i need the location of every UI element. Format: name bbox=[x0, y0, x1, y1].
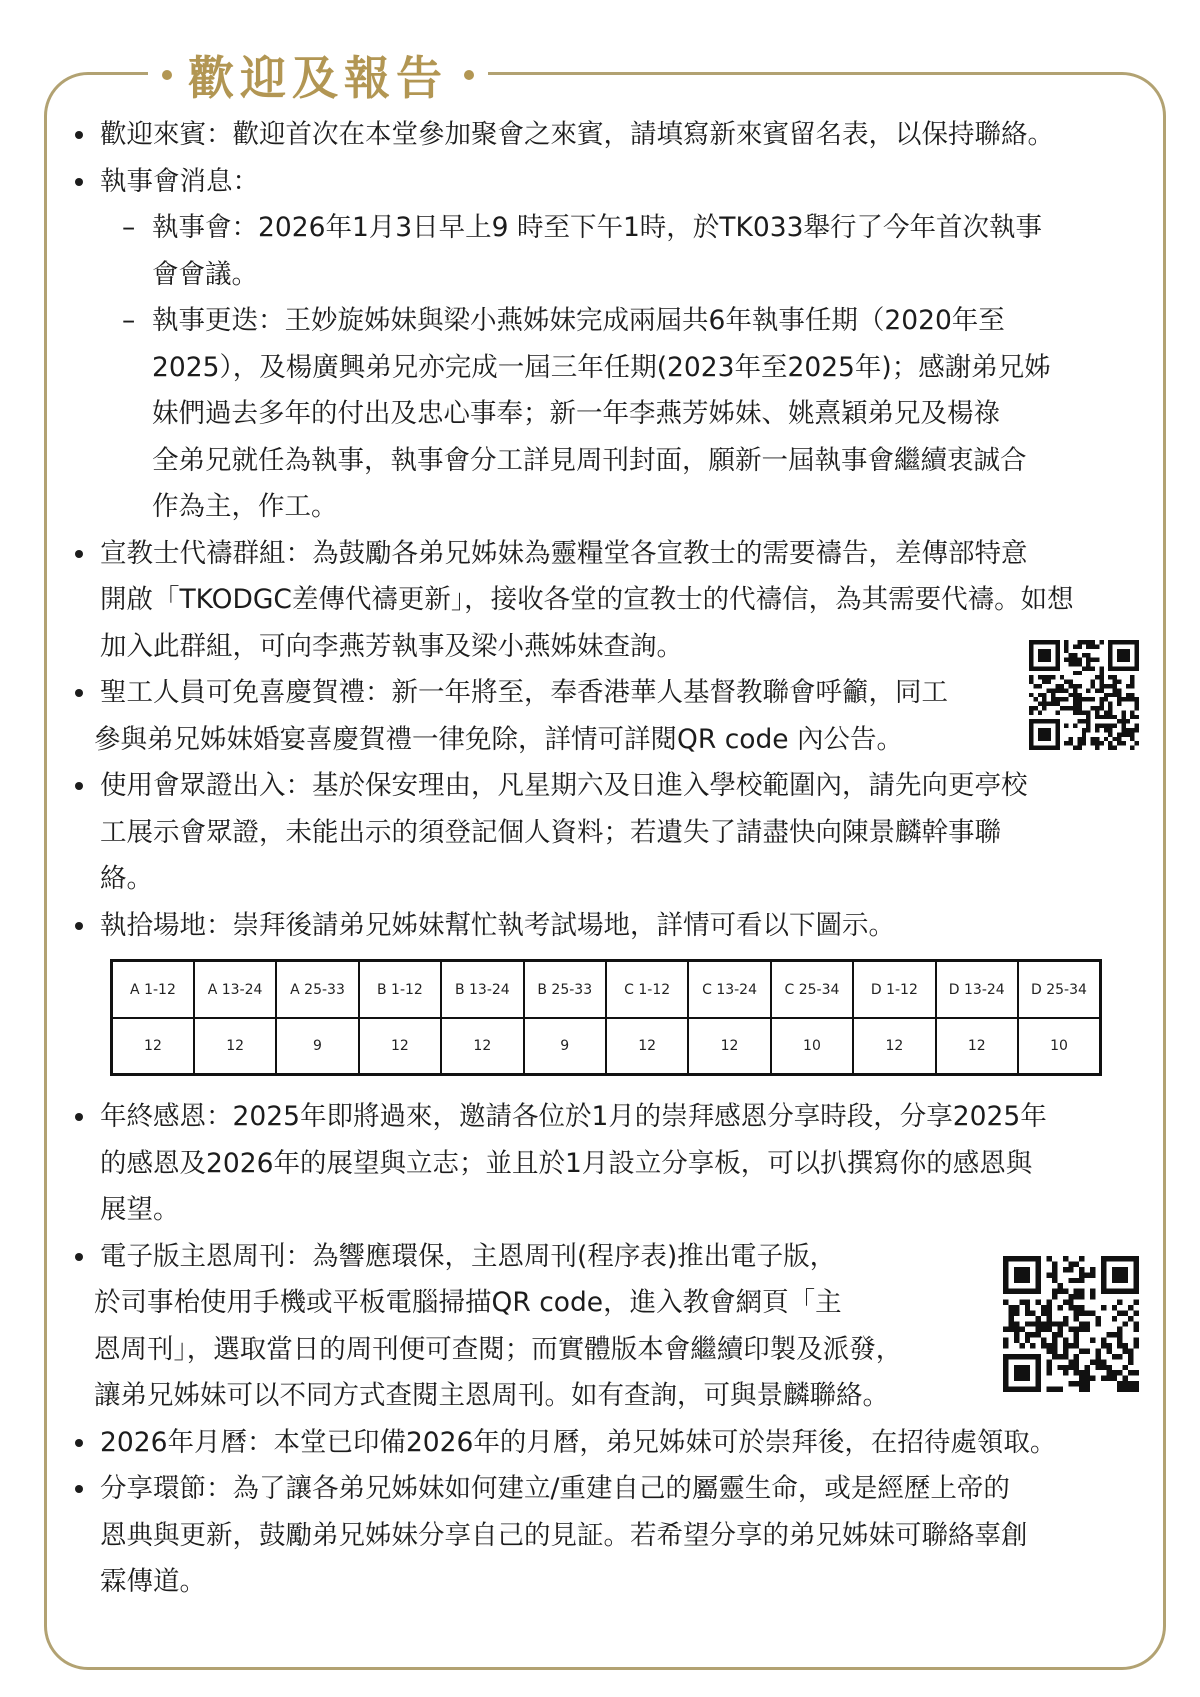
table-value-cell: 12 bbox=[853, 1018, 935, 1075]
table-value-cell: 9 bbox=[524, 1018, 606, 1075]
announcement-deacon-board bbox=[66, 159, 1152, 206]
line: 電子版主恩周刊：為響應環保，主恩周刊(程序表)推出電子版， bbox=[100, 1240, 837, 1272]
line: 會會議。 bbox=[152, 258, 258, 290]
announcement-welcome bbox=[66, 112, 1152, 159]
line: 開啟「TKODGC差傳代禱更新」，接收各堂的宣教士的代禱信，為其需要代禱。如想 bbox=[100, 584, 1074, 615]
sub-item-deacon-change bbox=[66, 298, 1152, 531]
table-value-cell: 12 bbox=[606, 1018, 688, 1075]
announcement-calendar bbox=[66, 1420, 1152, 1467]
bullet bbox=[75, 689, 83, 697]
table-header-cell: B 13-24 bbox=[441, 961, 523, 1019]
line: 恩典與更新，鼓勵弟兄姊妹分享自己的見証。若希望分享的弟兄姊妹可聯絡辜創 bbox=[100, 1519, 1028, 1551]
table-value-cell: 10 bbox=[771, 1018, 853, 1075]
qr-code-notice-icon[interactable] bbox=[1029, 640, 1139, 750]
line: 執拾場地：崇拜後請弟兄姊妹幫忙執考試場地，詳情可看以下圖示。 bbox=[100, 909, 895, 941]
table-header-cell: D 1-12 bbox=[853, 961, 935, 1019]
line: 分享環節：為了讓各弟兄姊妹如何建立/重建自己的屬靈生命，或是經歷上帝的 bbox=[100, 1473, 1010, 1504]
line: 參與弟兄姊妹婚宴喜慶賀禮一律免除，詳情可詳閱QR code 內公告。 bbox=[94, 723, 904, 755]
announcement-sharing bbox=[66, 1466, 1152, 1606]
line: 宣教士代禱群組：為鼓勵各弟兄姊妹為靈糧堂各宣教士的需要禱告，差傳部特意 bbox=[100, 537, 1028, 569]
line: 工展示會眾證，未能出示的須登記個人資料；若遺失了請盡快向陳景麟幹事聯 bbox=[100, 816, 1001, 848]
table-value-cell: 12 bbox=[441, 1018, 523, 1075]
line: 的感恩及2026年的展望與立志；並且於1月設立分享板，可以扒撰寫你的感恩與 bbox=[100, 1147, 1033, 1179]
bullet bbox=[75, 782, 83, 790]
bullet bbox=[75, 131, 83, 139]
table-value-cell: 12 bbox=[359, 1018, 441, 1075]
title-banner bbox=[148, 36, 488, 114]
venue-table bbox=[110, 959, 1102, 1076]
table-value-cell: 12 bbox=[194, 1018, 276, 1075]
announcement-gift-exemption bbox=[66, 670, 1152, 763]
bullet bbox=[75, 178, 83, 186]
table-header-cell: D 13-24 bbox=[936, 961, 1018, 1019]
announcement-missionary-prayer bbox=[66, 531, 1152, 671]
line: 於司事枱使用手機或平板電腦掃描QR code，進入教會網頁「主 bbox=[94, 1287, 842, 1318]
announcement-list bbox=[66, 112, 1152, 1606]
line: 恩周刊」，選取當日的周刊便可查閱；而實體版本會繼續印製及派發， bbox=[94, 1333, 903, 1365]
bullet bbox=[75, 1439, 83, 1447]
table-header-cell: A 13-24 bbox=[194, 961, 276, 1019]
table-value-cell: 9 bbox=[276, 1018, 358, 1075]
line: 歡迎來賓：歡迎首次在本堂參加聚會之來賓，請填寫新來賓留名表，以保持聯絡。 bbox=[100, 119, 1054, 150]
title-dot-right bbox=[464, 70, 474, 80]
line: 2025），及楊廣興弟兄亦完成一屆三年任期(2023年至2025年)；感謝弟兄姊 bbox=[152, 351, 1051, 383]
page-title: 歡迎及報告 bbox=[188, 51, 448, 105]
line: 加入此群組，可向李燕芳執事及梁小燕姊妹查詢。 bbox=[100, 630, 683, 662]
line: 執事更迭：王妙旋姊妹與梁小燕姊妹完成兩屆共6年執事任期（2020年至 bbox=[152, 305, 1005, 336]
line: 作為主，作工。 bbox=[152, 491, 338, 522]
line: 執事會消息： bbox=[100, 165, 259, 197]
line: 全弟兄就任為執事，執事會分工詳見周刊封面，願新一屆執事會繼續衷誠合 bbox=[152, 444, 1027, 476]
line: 讓弟兄姊妹可以不同方式查閱主恩周刊。如有查詢，可與景麟聯絡。 bbox=[94, 1380, 889, 1411]
bullet bbox=[75, 1485, 83, 1493]
table-value-cell: 12 bbox=[688, 1018, 770, 1075]
venue-table-header-row bbox=[112, 961, 1101, 1019]
bullet bbox=[75, 550, 83, 558]
qr-code-weekly-icon[interactable] bbox=[1003, 1256, 1139, 1392]
announcement-year-end-thanks bbox=[66, 1094, 1152, 1234]
venue-table-value-row bbox=[112, 1018, 1101, 1075]
dash-marker: – bbox=[122, 212, 136, 243]
line: 聖工人員可免喜慶賀禮：新一年將至，奉香港華人基督教聯會呼籲，同工 bbox=[100, 677, 948, 708]
table-header-cell: D 25-34 bbox=[1018, 961, 1101, 1019]
table-header-cell: B 25-33 bbox=[524, 961, 606, 1019]
table-header-cell: A 1-12 bbox=[112, 961, 194, 1019]
dash-marker: – bbox=[122, 305, 136, 336]
line: 展望。 bbox=[100, 1194, 180, 1225]
table-header-cell: B 1-12 bbox=[359, 961, 441, 1019]
line: 年終感恩：2025年即將過來，邀請各位於1月的崇拜感恩分享時段，分享2025年 bbox=[100, 1101, 1047, 1132]
table-header-cell: C 1-12 bbox=[606, 961, 688, 1019]
line: 絡。 bbox=[100, 863, 153, 894]
table-header-cell: C 25-34 bbox=[771, 961, 853, 1019]
announcement-venue-cleanup bbox=[66, 903, 1152, 950]
sub-item-deacon-meeting bbox=[66, 205, 1152, 298]
table-header-cell: C 13-24 bbox=[688, 961, 770, 1019]
title-dot-left bbox=[162, 70, 172, 80]
line: 執事會：2026年1月3日早上9 時至下午1時，於TK033舉行了今年首次執事 bbox=[152, 212, 1042, 243]
bullet bbox=[75, 1113, 83, 1121]
line: 2026年月曆：本堂已印備2026年的月曆，弟兄姊妹可於崇拜後，在招待處領取。 bbox=[100, 1426, 1057, 1458]
table-value-cell: 12 bbox=[112, 1018, 194, 1075]
announcement-member-pass bbox=[66, 763, 1152, 903]
table-value-cell: 12 bbox=[936, 1018, 1018, 1075]
line: 霖傳道。 bbox=[100, 1566, 206, 1597]
line: 使用會眾證出入：基於保安理由，凡星期六及日進入學校範圍內，請先向更亭校 bbox=[100, 770, 1028, 801]
announcement-e-bulletin bbox=[66, 1234, 1152, 1420]
bullet bbox=[75, 1253, 83, 1261]
line: 妹們過去多年的付出及忠心事奉；新一年李燕芳姊妹、姚熹穎弟兄及楊祿 bbox=[152, 398, 1000, 429]
bullet bbox=[75, 922, 83, 930]
table-value-cell: 10 bbox=[1018, 1018, 1101, 1075]
table-header-cell: A 25-33 bbox=[276, 961, 358, 1019]
